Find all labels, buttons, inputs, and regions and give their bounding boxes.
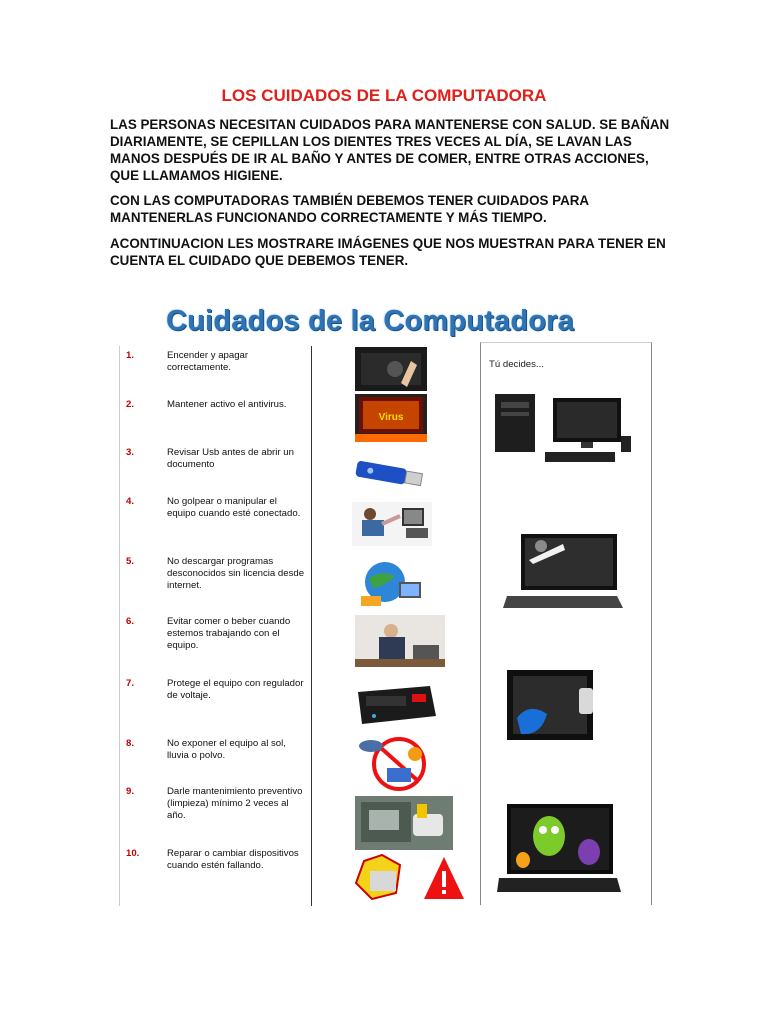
list-item: 7. Protege el equipo con regulador de voltaje.	[126, 678, 304, 701]
sun-rain-dust-image	[349, 736, 447, 792]
maintenance-cleaning-image	[355, 796, 453, 850]
document-title: LOS CUIDADOS DE LA COMPUTADORA	[221, 86, 547, 105]
list-item: 5. No descargar programas desconocidos sin licencia desde internet.	[126, 556, 305, 591]
desktop-computer-image	[493, 388, 633, 470]
list-item: 2. Mantener activo el antivirus.	[126, 399, 287, 410]
images-paragraph: ACONTINUACION LES MOSTRARE IMÁGENES QUE NOS MUESTRAN PARA TENER EN CUENTA EL CUIDADO QUE DEBEMOS TENER.	[110, 236, 666, 268]
eating-at-desk-image	[355, 615, 445, 667]
laptop-virus-image	[497, 800, 621, 896]
power-button-image	[355, 347, 427, 391]
hitting-computer-image	[352, 502, 432, 546]
antivirus-image	[355, 394, 427, 442]
voltage-regulator-image	[352, 676, 440, 728]
list-item: 6. Evitar comer o beber cuando estemos trabajando con el equipo.	[126, 616, 291, 651]
downloads-globe-image	[355, 552, 427, 610]
list-item: 4. No golpear o manipular el equipo cuando esté conectado.	[126, 496, 301, 519]
list-item: 8. No exponer el equipo al sol, lluvia o polvo.	[126, 738, 286, 761]
side-caption: Tú decides...	[489, 359, 544, 370]
laptop-stethoscope-image	[503, 524, 623, 610]
screen-cleaning-image	[505, 666, 603, 748]
list-item: 9. Darle mantenimiento preventivo (limpieza) mínimo 2 veces al año.	[126, 786, 303, 821]
intro-paragraph: LAS PERSONAS NECESITAN CUIDADOS PARA MANTENERSE CON SALUD. SE BAÑAN DIARIAMENTE, SE CEPILLAN LOS DIENTES TRES VECES AL DÍA, SE LAVAN LAS MANOS DESPUÉS DE IR AL BAÑO Y ANTES DE COMER, ENTRE OTRAS ACCIONES, QUE LLAMAMOS HIGIENE.	[110, 117, 670, 183]
svg-text:Virus: Virus	[378, 412, 404, 423]
repair-warning-image	[352, 853, 466, 903]
care-list	[119, 346, 312, 906]
list-item: 1. Encender y apagar correctamente.	[126, 350, 249, 373]
computers-paragraph: CON LAS COMPUTADORAS TAMBIÉN DEBEMOS TENER CUIDADOS PARA MANTENERLAS FUNCIONANDO CORRECTAMENTE Y MÁS TIEMPO.	[110, 193, 589, 225]
list-item: 10. Reparar o cambiar dispositivos cuando estén fallando.	[126, 848, 299, 871]
list-item: 3. Revisar Usb antes de abrir un documento	[126, 447, 294, 470]
poster-title: Cuidados de la Computadora	[165, 305, 574, 337]
usb-drive-image	[350, 456, 428, 492]
